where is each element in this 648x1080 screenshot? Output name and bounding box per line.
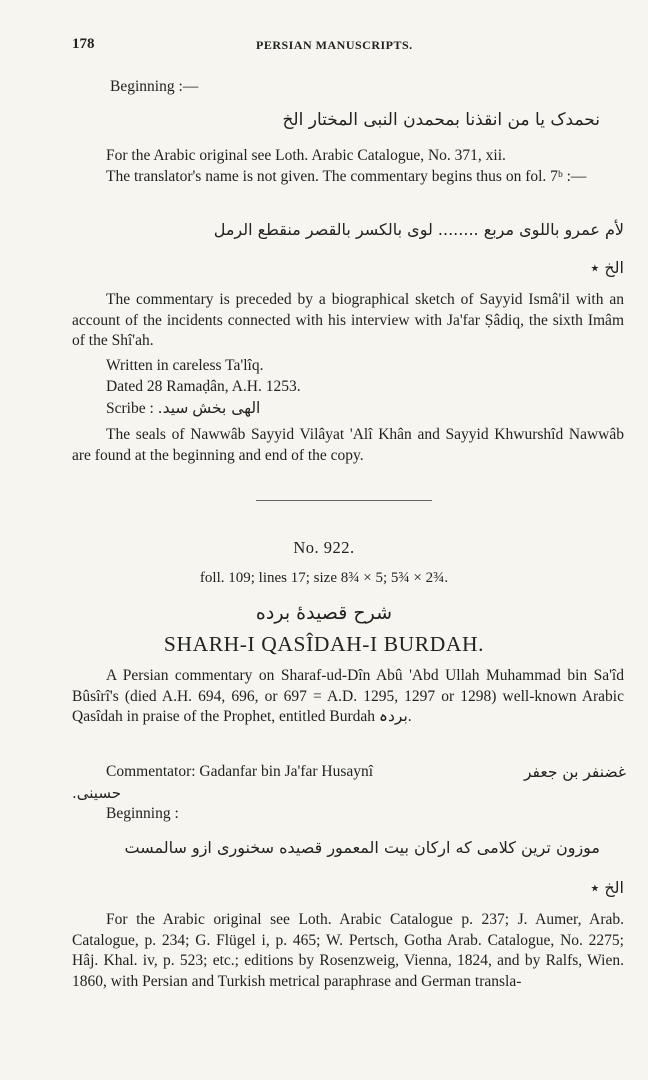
running-title: PERSIAN MANUSCRIPTS. — [256, 38, 413, 52]
arabic-original-note: For the Arabic original see Loth. Arabic Catalogue, No. 371, xii. — [106, 147, 506, 164]
scribe-label: Scribe : — [106, 400, 154, 417]
entry-number: No. 922. — [293, 538, 355, 557]
arabic-original-references: For the Arabic original see Loth. Arabic Catalogue p. 237; J. Aumer, Arab. Catalogue, p. 234; G. Flügel i, p. 465; W. Pertsch, Gotha Arab. Catalogue, No. 2275; Hâj. Khal. iv, p. 523; etc.; editions by Rosenzweig, Vienna, 1824, and by Ralfs, Wien. 1860, with Persian and Turkish metrical paraphrase and German transla- — [72, 911, 624, 990]
section-divider — [256, 500, 432, 501]
page-number: 178 — [72, 36, 95, 52]
scribe-line — [106, 399, 260, 418]
scribe-arabic-tail: سید. — [157, 399, 189, 417]
beginning-label-922: Beginning : — [106, 805, 179, 822]
biographical-sketch-note: The commentary is preceded by a biographical sketch of Sayyid Ismâ'il with an account of the incidents connected with his interview with Ja'far Ṣâdiq, the sixth Imâm of the Shî'ah. — [72, 291, 624, 349]
commentary-arabic-line-2: الخ ٭ — [590, 258, 624, 277]
commentary-arabic-line-1: لأم عمرو باللوی مربع ........ لوی بالکسر بالقصر منقطع الرمل — [213, 220, 624, 239]
beginning-arabic-922-end: الخ ٭ — [590, 878, 624, 897]
dated-note: Dated 28 Ramaḍân, A.H. 1253. — [106, 378, 301, 395]
beginning-arabic-922: موزون ترین کلامی که ارکان بیت المعمور قصیده سخنوری ازو سالمست — [124, 838, 600, 857]
translator-note: The translator's name is not given. The commentary begins thus on fol. 7ᵇ :— — [106, 168, 587, 185]
commentator-arabic: غضنفر بن جعفر — [523, 763, 626, 781]
written-note: Written in careless Ta'lîq. — [106, 357, 264, 374]
title-arabic: شرح قصیدهٔ برده — [255, 602, 393, 624]
commentator-arabic-continued: حسینی. — [72, 784, 121, 802]
commentator-label: Commentator: Gadanfar bin Ja'far Husaynî — [106, 763, 374, 780]
seals-note: The seals of Nawwâb Sayyid Vilâyat 'Alî Khân and Sayyid Khwurshîd Nawwâb are found at the beginning and end of the copy. — [72, 426, 624, 464]
commentary-intro: A Persian commentary on Sharaf-ud-Dîn Abû 'Abd Ullah Muhammad bin Sa'îd Bûsîrî's (died A.H. 694, 696, or 697 = A.D. 1295, 1297 or 1298) well-known Arabic Qasîdah in praise of the Prophet, entitled Burdah بردہ. — [72, 667, 624, 725]
manuscript-description: foll. 109; lines 17; size 8¾ × 5; 5¾ × 2¾. — [199, 570, 449, 586]
beginning-label: Beginning :— — [110, 78, 199, 95]
entry-title: SHARH-I QASÎDAH-I BURDAH. — [163, 632, 485, 656]
commentator-line — [106, 763, 626, 781]
scribe-arabic: الهی بخش — [192, 399, 261, 417]
beginning-arabic-text: نحمدک یا من انقذنا بمحمدن النبی المختار الخ — [282, 110, 600, 130]
